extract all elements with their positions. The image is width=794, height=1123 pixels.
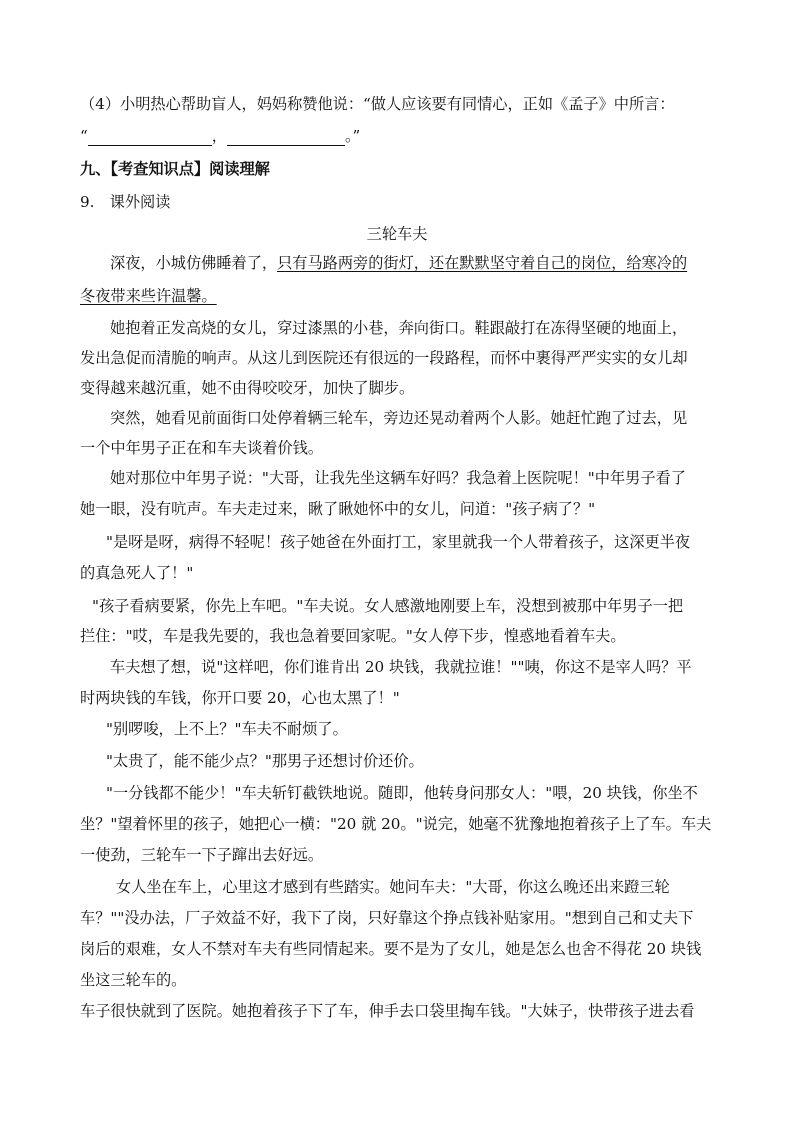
- article-title: 三轮车夫: [366, 225, 428, 243]
- section-heading: 九、【考查知识点】阅读理解: [80, 160, 270, 178]
- paragraph-5-line-2: 的真急死人了！": [80, 564, 194, 582]
- paragraph-2-line-3: 变得越来越沉重，她不由得咬咬牙，加快了脚步。: [80, 379, 415, 397]
- paragraph-12-line-1: 车子很快就到了医院。她抱着孩子下了车，伸手去口袋里掏车钱。"大妹子，快带孩子进去看: [80, 1002, 695, 1020]
- paragraph-11-line-1: 女人坐在车上，心里这才感到有些踏实。她问车夫："大哥，你这么晚还出来蹬三轮: [116, 878, 670, 896]
- paragraph-10-line-3: 一使劲，三轮车一下子蹿出去好远。: [80, 846, 323, 864]
- paragraph-11-line-3: 岗后的艰难，女人不禁对车夫有些同情起来。要不是为了女儿，她是怎么也舍不得花 20 块钱: [80, 940, 702, 958]
- paragraph-4-line-1: 她对那位中年男子说："大哥，让我先坐这辆车好吗？我急着上医院呢！"中年男子看了: [110, 469, 686, 487]
- paragraph-10-line-2: 坐？"望着怀里的孩子，她把心一横："20 就 20。"说完，她毫不犹豫地抱着孩子上了车。车夫: [80, 815, 712, 833]
- p1-plain-text: 深夜，小城仿佛睡着了，: [110, 254, 278, 272]
- paragraph-7-line-1: 车夫想了想，说"这样吧，你们谁肯出 20 块钱，我就拉谁！""咦，你这不是宰人吗？平: [110, 658, 692, 676]
- answer-blank-2[interactable]: [227, 129, 345, 146]
- open-quote: “: [80, 127, 88, 145]
- p1-underlined-text: 只有马路两旁的街灯，还在默默坚守着自己的岗位，给寒冷的: [277, 254, 688, 272]
- paragraph-11-line-4: 坐这三轮车的。: [80, 971, 187, 989]
- paragraph-2-line-1: 她抱着正发高烧的女儿，穿过漆黑的小巷，奔向街口。鞋跟敲打在冻得坚硬的地面上，: [110, 319, 688, 337]
- close-quote: 。”: [344, 127, 361, 145]
- paragraph-11-line-2: 车？""没办法，厂子效益不好，我下了岗，只好靠这个挣点钱补贴家用。"想到自己和丈夫下: [80, 909, 694, 927]
- question-4-blanks: [80, 126, 360, 146]
- paragraph-7-line-2: 时两块钱的车钱，你开口要 20，心也太黑了！": [80, 689, 400, 707]
- paragraph-8: "别啰唆，上不上？"车夫不耐烦了。: [106, 720, 348, 738]
- question-title: 9. 课外阅读: [80, 193, 171, 211]
- paragraph-9: "太贵了，能不能少点？"那男子还想讨价还价。: [106, 752, 424, 770]
- paragraph-6-line-1: "孩子看病要紧，你先上车吧。"车夫说。女人感激地刚要上车，没想到被那中年男子一把: [92, 597, 684, 615]
- question-4-text: （4）小明热心帮助盲人，妈妈称赞他说：“做人应该要有同情心，正如《孟子》中所言：: [80, 95, 675, 113]
- comma: ，: [211, 127, 227, 145]
- paragraph-3-line-1: 突然，她看见前面街口处停着辆三轮车，旁边还晃动着两个人影。她赶忙跑了过去，见: [110, 409, 688, 427]
- answer-blank-1[interactable]: [88, 129, 212, 146]
- paragraph-2-line-2: 发出急促而清脆的响声。从这儿到医院还有很远的一段路程，而怀中裹得严严实实的女儿却: [80, 349, 688, 367]
- paragraph-1-line-2: 冬夜带来些许温馨。: [80, 287, 217, 305]
- paragraph-3-line-2: 一个中年男子正在和车夫谈着价钱。: [80, 439, 323, 457]
- paragraph-1-line-1: [110, 253, 687, 273]
- paragraph-5-line-1: "是呀是呀，病得不轻呢！孩子她爸在外面打工，家里就我一个人带着孩子，这深更半夜: [106, 533, 691, 551]
- paragraph-10-line-1: "一分钱都不能少！"车夫斩钉截铁地说。随即，他转身问那女人："喂，20 块钱，你坐不: [106, 784, 698, 802]
- paragraph-4-line-2: 她一眼，没有吭声。车夫走过来，瞅了瞅她怀中的女儿，问道："孩子病了？": [80, 500, 596, 518]
- paragraph-6-line-2: 拦住："哎，车是我先要的，我也急着要回家呢。"女人停下步，惶惑地看着车夫。: [80, 627, 626, 645]
